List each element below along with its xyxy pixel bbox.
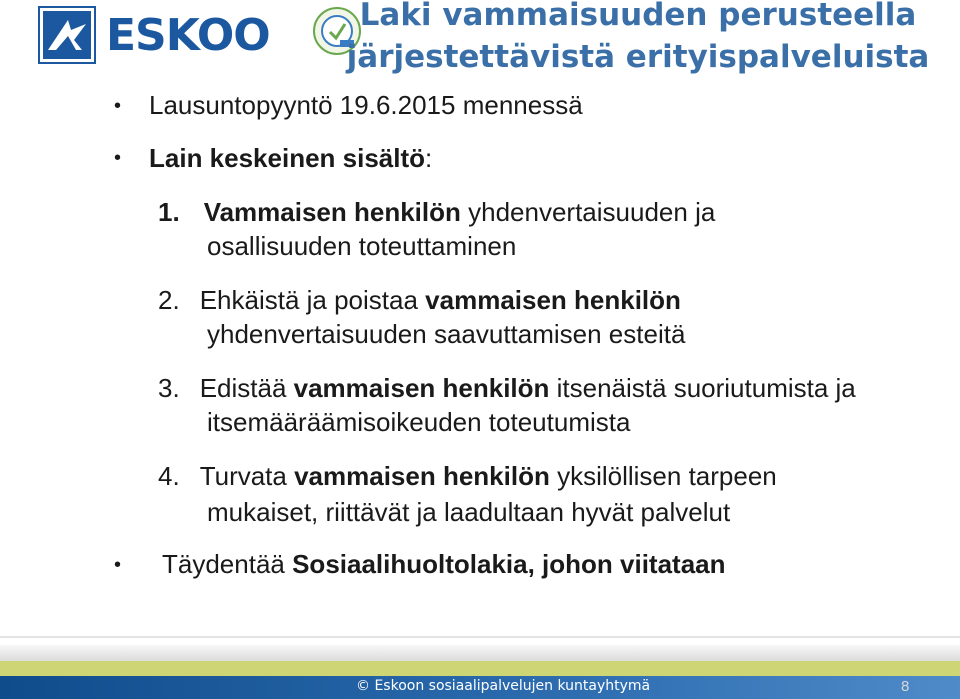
list-item-3-line-2: itsemääräämisoikeuden toteutumista <box>207 407 631 437</box>
content-heading: Lain keskeinen sisältö: <box>149 143 433 173</box>
eskoo-logo <box>38 6 270 64</box>
list-number: 3. <box>158 373 180 403</box>
bullet-dot: • <box>114 147 122 169</box>
list-item-3-line-1: 3. Edistää vammaisen henkilön itsenäistä suoriutumista ja <box>158 373 856 403</box>
list-number: 1. <box>158 197 180 227</box>
bullet-dot: • <box>114 554 122 576</box>
list-item-1-line-2: osallisuuden toteuttaminen <box>207 231 517 261</box>
footer-copyright: © Eskoon sosiaalipalvelujen kuntayhtymä <box>356 678 651 694</box>
list-number: 4. <box>158 461 180 491</box>
footer-divider <box>0 636 960 638</box>
bullet-dot: • <box>114 95 122 117</box>
logo-wordmark: ESKOO <box>106 9 270 61</box>
list-item-2-line-1: 2. Ehkäistä ja poistaa vammaisen henkilön <box>158 285 681 315</box>
title-line-2: järjestettävistä erityispalveluista <box>346 39 930 75</box>
eskoo-bird-icon <box>38 6 96 64</box>
list-item-4-line-1: 4. Turvata vammaisen henkilön yksilöllisen tarpeen <box>158 461 777 491</box>
list-item-2-line-2: yhdenvertaisuuden saavuttamisen esteitä <box>207 319 686 349</box>
deadline-text: Lausuntopyyntö 19.6.2015 mennessä <box>149 90 583 120</box>
title-line-1: Laki vammaisuuden perusteella <box>359 0 917 33</box>
footer-band <box>0 645 960 661</box>
list-number: 2. <box>158 285 180 315</box>
page-number: 8 <box>901 678 910 695</box>
list-item-4-line-2: mukaiset, riittävät ja laadultaan hyvät palvelut <box>207 497 731 527</box>
list-item-1-line-1: 1. Vammaisen henkilön yhdenvertaisuuden ja <box>158 197 716 227</box>
slide-title <box>318 0 958 78</box>
supplement-text: Täydentää Sosiaalihuoltolakia, johon viitataan <box>162 549 726 579</box>
